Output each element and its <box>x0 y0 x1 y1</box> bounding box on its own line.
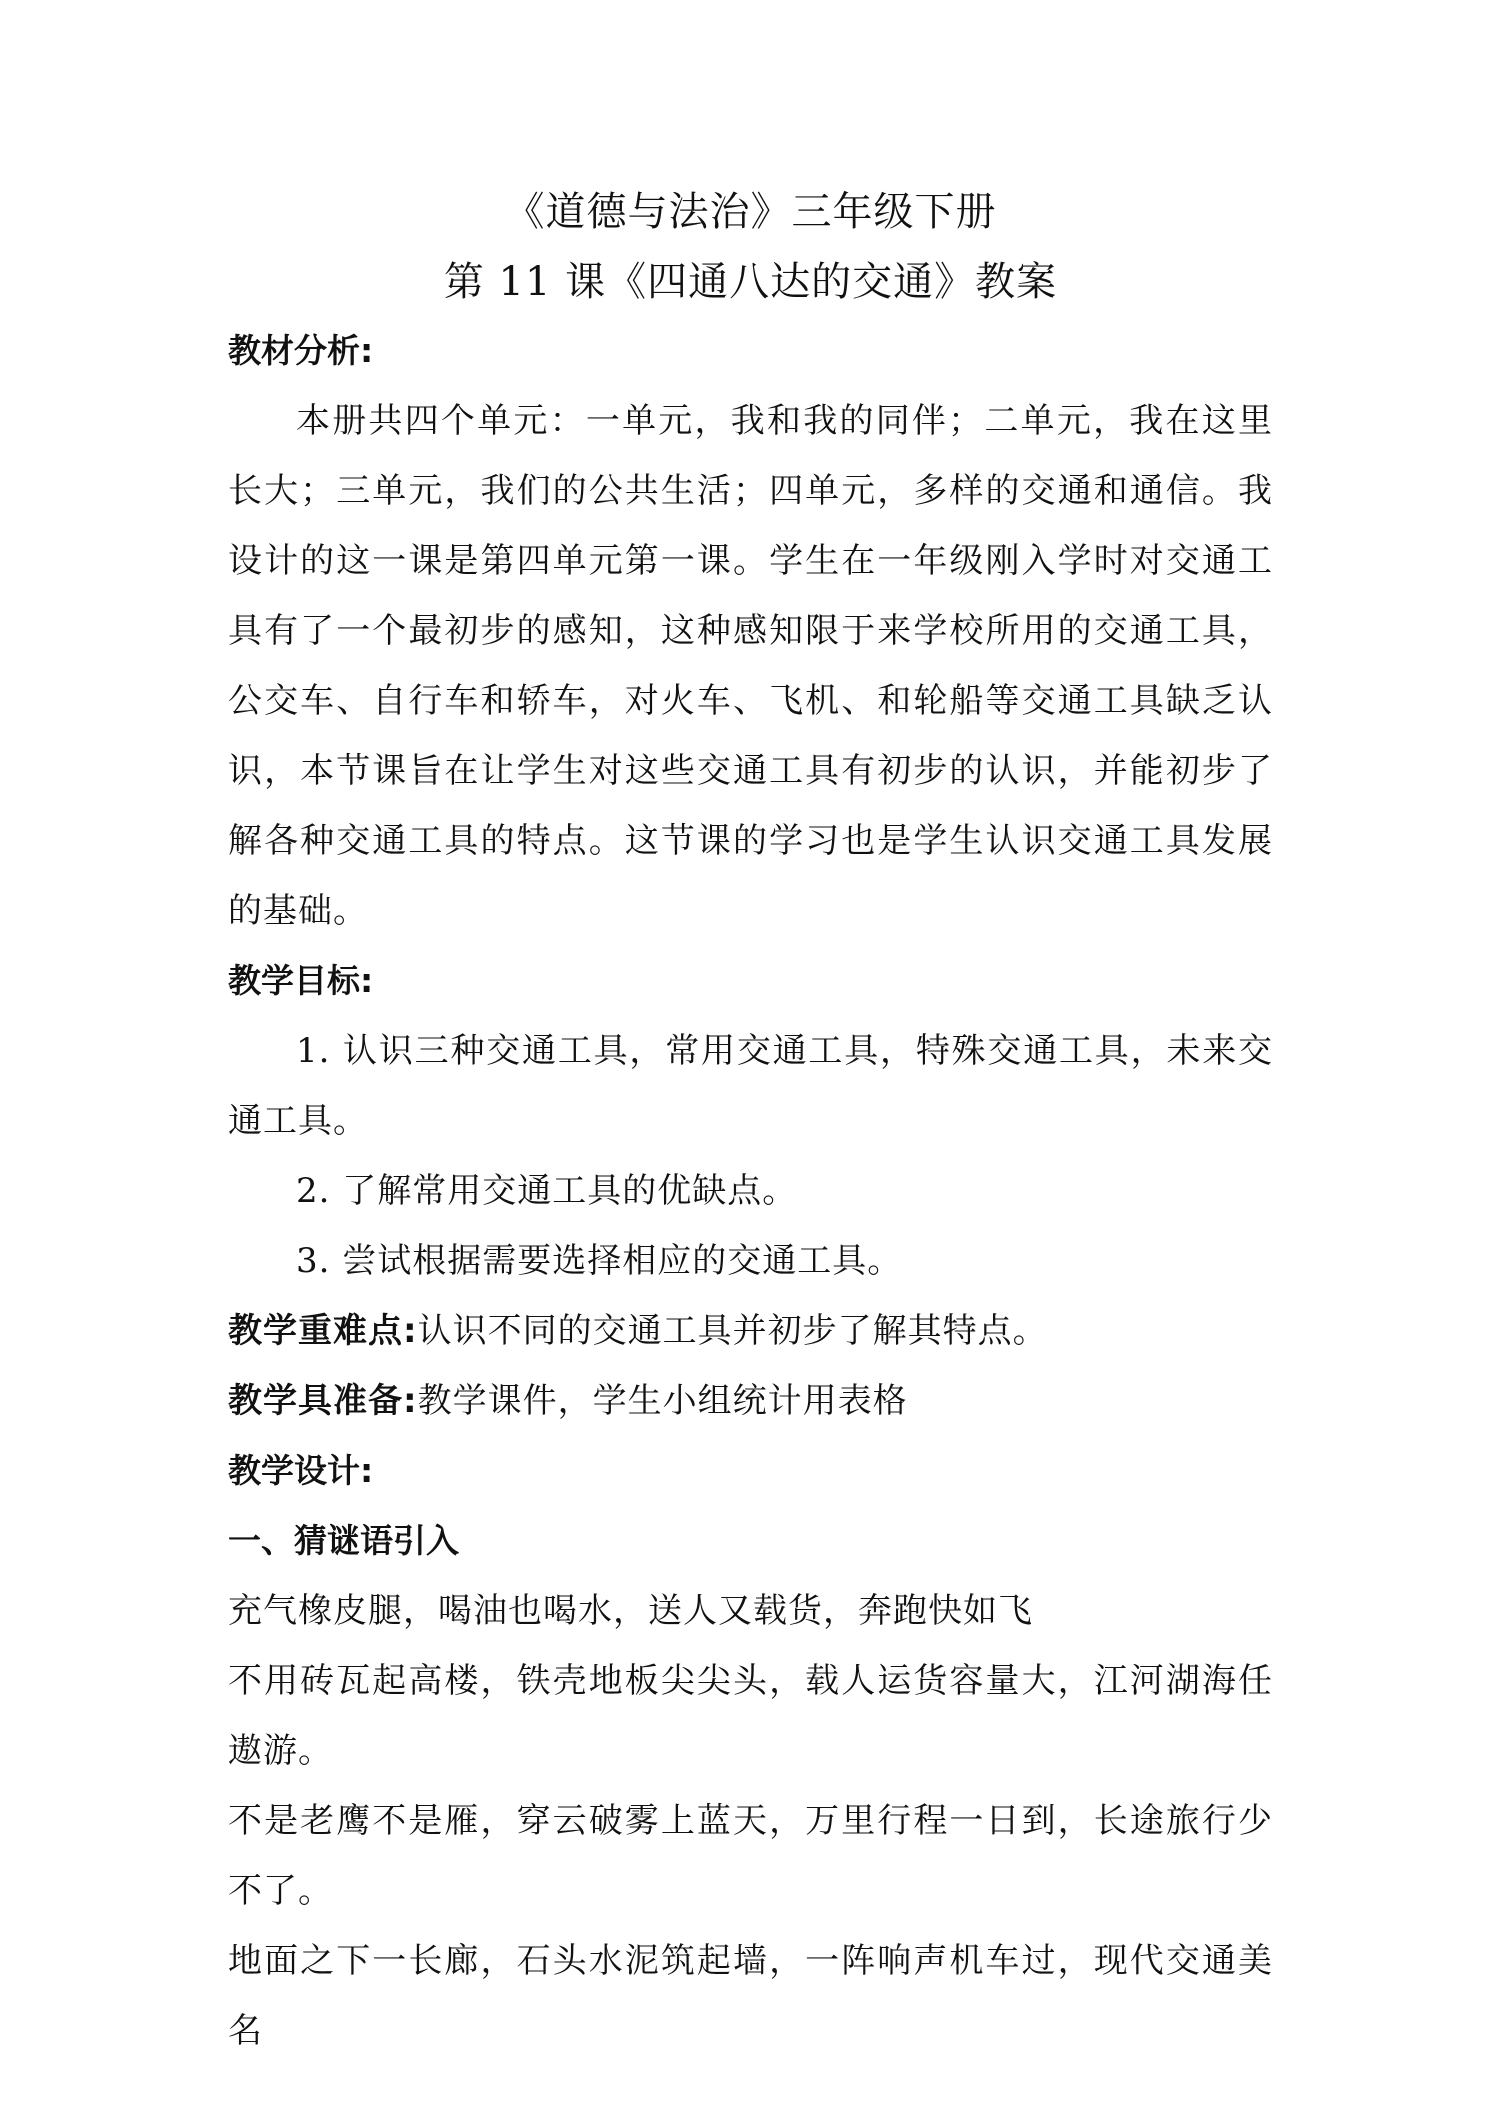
teaching-goal-item <box>228 1016 1273 1156</box>
materials-label: 教学具准备: <box>228 1381 418 1421</box>
heading-teaching-goals: 教学目标: <box>228 961 374 1000</box>
riddle-paragraph: 不是老鹰不是雁，穿云破雾上蓝天，万里行程一日到，长途旅行少不了。 <box>228 1801 1273 1911</box>
document-title-line2: 第 11 课《四通八达的交通》教案 <box>443 259 1058 305</box>
teaching-goals-list <box>228 1016 1273 1296</box>
paragraph-material-analysis: 本册共四个单元：一单元，我和我的同伴；二单元，我在这里长大；三单元，我们的公共生活；四单元，多样的交通和通信。我设计的这一课是第四单元第一课。学生在一年级刚入学时对交通工具有了一个最初步的感知，这种感知限于来学校所用的交通工具，公交车、自行车和轿车，对火车、飞机、和轮船等交通工具缺乏认识，本节课旨在让学生对这些交通工具有初步的认识，并能初步了解各种交通工具的特点。这节课的学习也是学生认识交通工具发展的基础。 <box>228 401 1273 931</box>
section-teaching-goals <box>228 946 1273 1296</box>
section-material-analysis <box>228 316 1273 946</box>
riddle-paragraph: 不用砖瓦起高楼，铁壳地板尖尖头，载人运货容量大，江河湖海任遨游。 <box>228 1661 1273 1771</box>
key-points-label: 教学重难点: <box>228 1311 418 1351</box>
document-title-line1: 《道德与法治》三年级下册 <box>504 189 997 235</box>
key-points-line <box>228 1296 1273 1366</box>
teaching-goal-item <box>228 1156 1273 1226</box>
document-content <box>228 180 1273 2066</box>
teaching-goal-text: 2. 了解常用交通工具的优缺点。 <box>296 1171 798 1211</box>
riddle-paragraph: 地面之下一长廊，石头水泥筑起墙，一阵响声机车过，现代交通美名 <box>228 1941 1273 2051</box>
key-points-text: 认识不同的交通工具并初步了解其特点。 <box>417 1311 1048 1351</box>
teaching-goal-item <box>228 1226 1273 1296</box>
heading-part-one: 一、猜谜语引入 <box>228 1521 459 1560</box>
materials-text: 教学课件，学生小组统计用表格 <box>417 1381 908 1421</box>
riddle-paragraph: 充气橡皮腿，喝油也喝水，送人又载货，奔跑快如飞 <box>228 1591 1033 1631</box>
teaching-goal-text: 1. 认识三种交通工具，常用交通工具，特殊交通工具，未来交通工具。 <box>228 1031 1273 1141</box>
teaching-goal-text: 3. 尝试根据需要选择相应的交通工具。 <box>296 1241 903 1281</box>
heading-teaching-design: 教学设计: <box>228 1451 374 1490</box>
heading-material-analysis: 教材分析: <box>228 331 374 370</box>
materials-line <box>228 1366 1273 1436</box>
section-part-one <box>228 1506 1273 2066</box>
